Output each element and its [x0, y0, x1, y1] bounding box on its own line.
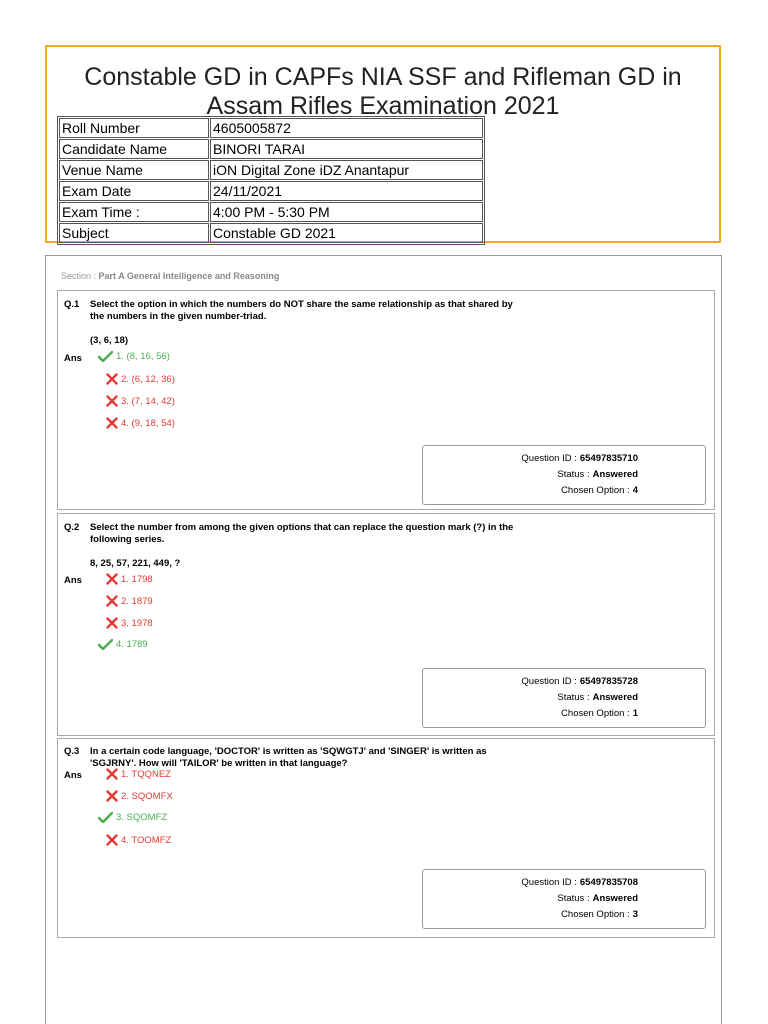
info-value: 4:00 PM - 5:30 PM: [210, 202, 483, 222]
answer-option: [98, 351, 170, 362]
question-text: Select the option in which the numbers do NOT share the same relationship as that shared by the numbers in the given number-triad.: [90, 299, 513, 322]
option-text: 2. SQOMFX: [121, 790, 173, 802]
exam-header: [45, 45, 721, 243]
answer-option: [98, 639, 148, 650]
option-text: 1. TQQNEZ: [121, 768, 171, 780]
chosen-option-label: Chosen Option :: [561, 909, 630, 920]
info-value: 4605005872: [210, 118, 483, 138]
section-name: Part A General Intelligence and Reasoning: [98, 271, 280, 281]
info-label: Candidate Name: [59, 139, 209, 159]
option-text: 4. (9, 18, 54): [121, 417, 175, 429]
option-text: 4. 1789: [116, 639, 148, 650]
status-row: [423, 893, 638, 904]
question-id-value: 65497835708: [579, 877, 638, 888]
info-row: [59, 139, 483, 159]
option-text: 2. 1879: [121, 595, 153, 607]
ans-label: Ans: [64, 770, 82, 781]
response-sheet: [45, 255, 722, 1024]
question-number: Q.3: [64, 746, 80, 757]
question-text: Select the number from among the given options that can replace the question mark (?) in the following series.: [90, 522, 514, 545]
chosen-option-value: 1: [632, 708, 638, 719]
question-id-row: [423, 453, 638, 464]
answer-option: [106, 768, 171, 780]
option-text: 4. TOOMFZ: [121, 834, 172, 846]
info-label: Roll Number: [59, 118, 209, 138]
check-icon: [98, 639, 113, 650]
info-label: Subject: [59, 223, 209, 243]
status-label: Status :: [557, 469, 590, 480]
status-row: [423, 469, 638, 480]
option-text: 1. 1798: [121, 573, 153, 585]
answer-option: [106, 373, 175, 385]
question-id-label: Question ID :: [521, 676, 577, 687]
question-id-label: Question ID :: [521, 453, 577, 464]
status-value: Answered: [592, 893, 638, 904]
question-id-row: [423, 676, 638, 687]
question-card: [57, 513, 715, 736]
info-label: Exam Date: [59, 181, 209, 201]
question-extra: (3, 6, 18): [90, 335, 129, 346]
option-text: 3. SQOMFZ: [116, 812, 168, 823]
status-label: Status :: [557, 692, 590, 703]
cross-icon: [106, 790, 118, 802]
question-card: [57, 738, 715, 938]
info-value: Constable GD 2021: [210, 223, 483, 243]
question-id-row: [423, 877, 638, 888]
info-row: [59, 181, 483, 201]
option-text: 3. (7, 14, 42): [121, 395, 175, 407]
info-row: [59, 160, 483, 180]
question-text: In a certain code language, 'DOCTOR' is written as 'SQWGTJ' and 'SINGER' is written as 'SGJRNY'. How will 'TAILOR' be written in that language?: [90, 746, 487, 769]
cross-icon: [106, 373, 118, 385]
info-value: BINORI TARAI: [210, 139, 483, 159]
answer-option: [106, 790, 173, 802]
chosen-option-row: [423, 485, 638, 496]
question-id-value: 65497835710: [579, 453, 638, 464]
info-label: Exam Time :: [59, 202, 209, 222]
status-value: Answered: [592, 692, 638, 703]
cross-icon: [106, 617, 118, 629]
chosen-option-value: 3: [632, 909, 638, 920]
question-id-label: Question ID :: [521, 877, 577, 888]
section-prefix: Section :: [61, 271, 97, 281]
option-text: 1. (8, 16, 56): [116, 351, 170, 362]
answer-option: [106, 395, 175, 407]
option-text: 2. (6, 12, 36): [121, 373, 175, 385]
chosen-option-label: Chosen Option :: [561, 708, 630, 719]
question-id-value: 65497835728: [579, 676, 638, 687]
cross-icon: [106, 573, 118, 585]
chosen-option-value: 4: [632, 485, 638, 496]
cross-icon: [106, 595, 118, 607]
status-label: Status :: [557, 893, 590, 904]
answer-option: [106, 834, 171, 846]
candidate-info-table: [57, 116, 485, 245]
question-card: [57, 290, 715, 510]
section-label: [61, 271, 279, 281]
chosen-option-label: Chosen Option :: [561, 485, 630, 496]
answer-option: [106, 617, 153, 629]
info-label: Venue Name: [59, 160, 209, 180]
info-row: [59, 118, 483, 138]
chosen-option-row: [423, 909, 638, 920]
cross-icon: [106, 395, 118, 407]
answer-option: [106, 595, 153, 607]
question-extra: 8, 25, 57, 221, 449, ?: [90, 558, 181, 569]
check-icon: [98, 351, 113, 362]
answer-option: [98, 812, 167, 823]
cross-icon: [106, 834, 118, 846]
question-meta-box: [422, 668, 706, 728]
ans-label: Ans: [64, 353, 82, 364]
check-icon: [98, 812, 113, 823]
question-number: Q.1: [64, 299, 80, 310]
ans-label: Ans: [64, 575, 82, 586]
cross-icon: [106, 417, 118, 429]
exam-title: Constable GD in CAPFs NIA SSF and Rifleman GD in Assam Rifles Examination 2021: [84, 63, 682, 120]
info-value: iON Digital Zone iDZ Anantapur: [210, 160, 483, 180]
answer-option: [106, 417, 175, 429]
info-row: [59, 223, 483, 243]
info-value: 24/11/2021: [210, 181, 483, 201]
answer-option: [106, 573, 153, 585]
question-number: Q.2: [64, 522, 80, 533]
status-value: Answered: [592, 469, 638, 480]
question-meta-box: [422, 869, 706, 929]
option-text: 3. 1978: [121, 617, 153, 629]
cross-icon: [106, 768, 118, 780]
info-row: [59, 202, 483, 222]
chosen-option-row: [423, 708, 638, 719]
question-meta-box: [422, 445, 706, 505]
status-row: [423, 692, 638, 703]
